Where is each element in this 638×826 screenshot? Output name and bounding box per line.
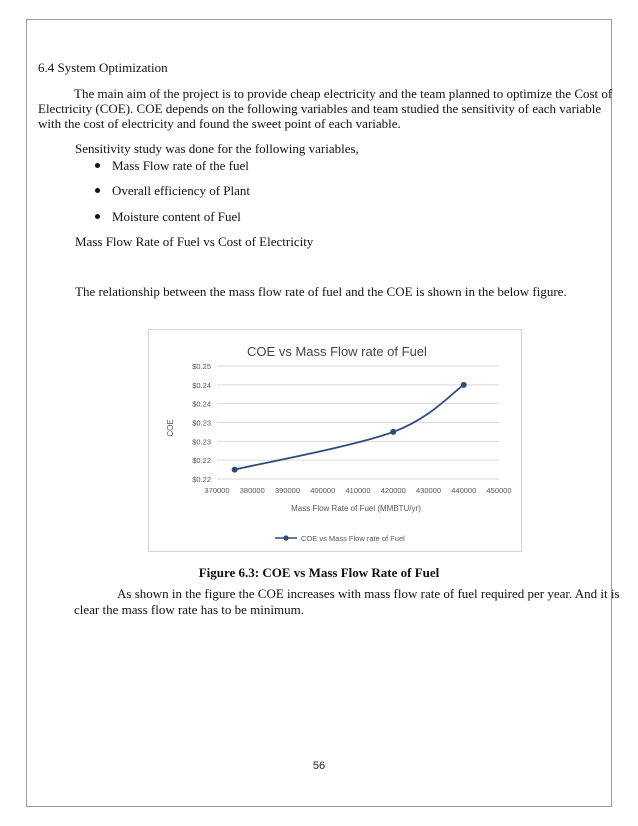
legend-label: COE vs Mass Flow rate of Fuel	[301, 534, 405, 543]
x-axis-label: Mass Flow Rate of Fuel (MMBTU/yr)	[291, 504, 421, 513]
bullet-icon	[95, 214, 100, 219]
figure-caption: Figure 6.3: COE vs Mass Flow Rate of Fuel	[198, 565, 440, 580]
data-point	[390, 429, 396, 435]
bullet-icon	[95, 188, 100, 193]
paragraph-line: Electricity (COE). COE depends on the following variables and team studied the sensitivity of each variable	[38, 101, 602, 116]
chart-container	[148, 329, 522, 552]
y-tick-label: $0.23	[192, 437, 211, 447]
x-tick-label: 430000	[415, 486, 442, 495]
section-heading: 6.4 System Optimization	[38, 60, 168, 75]
bullet-icon	[95, 163, 100, 168]
paragraph-line: The main aim of the project is to provide cheap electricity and the team planned to optimize the Cost of	[74, 86, 613, 101]
paragraph-line: As shown in the figure the COE increases with mass flow rate of fuel required per year. And it is	[117, 586, 620, 601]
y-tick-label: $0.23	[192, 418, 211, 428]
x-tick-label: 440000	[451, 486, 477, 495]
paragraph-line: clear the mass flow rate has to be minimum.	[74, 602, 304, 617]
bullet-item: Mass Flow rate of the fuel	[112, 158, 249, 173]
x-tick-label: 390000	[274, 486, 301, 495]
page-number: 56	[312, 760, 326, 772]
coe-chart	[149, 330, 523, 553]
x-tick-label: 370000	[204, 486, 230, 495]
x-tick-label: 450000	[486, 486, 512, 495]
chart-title: COE vs Mass Flow rate of Fuel	[247, 344, 427, 359]
relationship-sentence: The relationship between the mass flow rate of fuel and the COE is shown in the below figure.	[75, 284, 567, 299]
x-tick-label: 380000	[239, 486, 265, 495]
series-layer	[232, 382, 467, 473]
y-tick-label: $0.22	[192, 475, 211, 484]
y-tick-label: $0.24	[192, 399, 211, 409]
legend-marker-icon	[283, 535, 288, 540]
y-tick-label: $0.22	[192, 456, 211, 466]
data-point	[461, 382, 467, 388]
subheading: Mass Flow Rate of Fuel vs Cost of Electricity	[75, 234, 314, 249]
data-point	[232, 467, 238, 473]
y-tick-label: $0.25	[192, 362, 211, 371]
chart-legend	[275, 534, 405, 543]
x-tick-label: 410000	[345, 486, 371, 495]
x-tick-label: 400000	[310, 486, 336, 495]
x-tick-label: 420000	[380, 486, 406, 495]
bullet-item: Overall efficiency of Plant	[112, 183, 251, 198]
y-axis-label: COE	[166, 419, 175, 437]
grid-layer	[217, 366, 499, 479]
y-tick-label: $0.24	[192, 380, 211, 390]
sensitivity-intro: Sensitivity study was done for the following variables,	[75, 141, 359, 156]
series-line	[235, 385, 464, 470]
paragraph-line: with the cost of electricity and found the sweet point of each variable.	[38, 116, 401, 131]
bullet-item: Moisture content of Fuel	[112, 209, 241, 224]
